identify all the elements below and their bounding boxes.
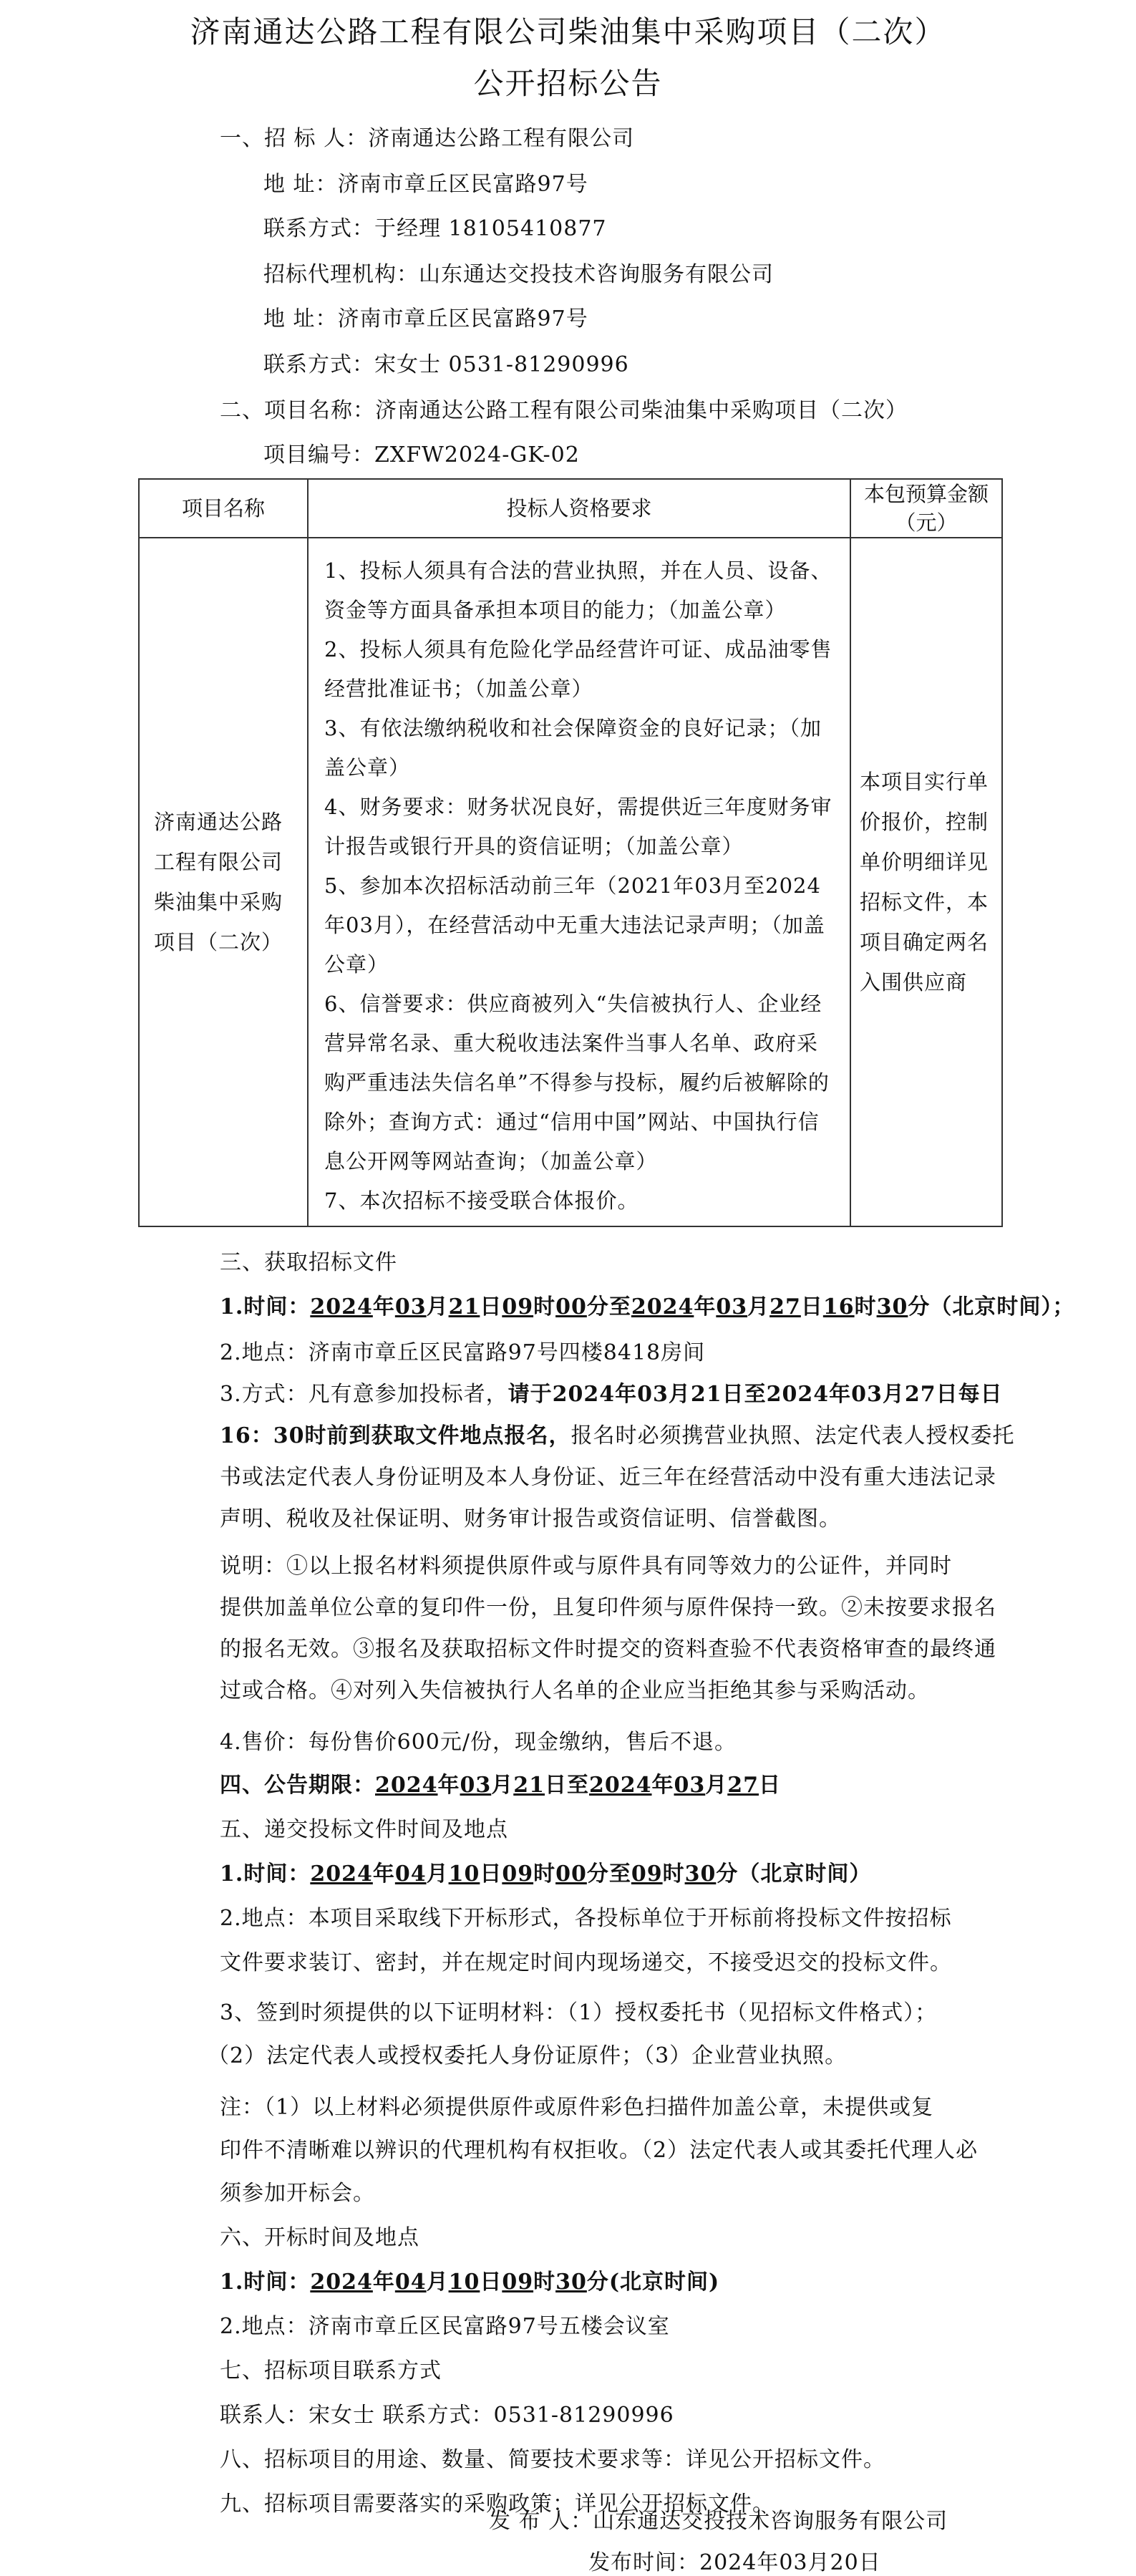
opening-place-line: 2.地点：济南市章丘区民富路97号五楼会议室 bbox=[220, 2314, 670, 2339]
tenderer-address: 地 址：济南市章丘区民富路97号 bbox=[263, 172, 588, 197]
note-line3: 的报名无效。③报名及获取招标文件时提交的资料查验不代表资格审查的最终通 bbox=[220, 1637, 996, 1662]
section3-heading: 三、获取招标文件 bbox=[220, 1250, 397, 1275]
publish-date-line: 发布时间：2024年03月20日 bbox=[588, 2550, 881, 2575]
col-header-requirements: 投标人资格要求 bbox=[308, 479, 850, 538]
section5-heading: 五、递交投标文件时间及地点 bbox=[220, 1817, 508, 1842]
opening-time-line: 1.时间：2024年04月10日09时30分(北京时间) bbox=[220, 2270, 720, 2295]
requirements-cell bbox=[308, 538, 850, 1226]
price-line: 4.售价：每份售价600元/份，现金缴纳，售后不退。 bbox=[220, 1730, 737, 1755]
table-header-row bbox=[139, 479, 1002, 538]
section7-heading: 七、招标项目联系方式 bbox=[220, 2358, 442, 2383]
agency-line: 招标代理机构：山东通达交投技术咨询服务有限公司 bbox=[263, 262, 774, 287]
budget-cell: 本项目实行单价报价，控制单价明细详见招标文件，本项目确定两名入围供应商 bbox=[850, 538, 1002, 1226]
obtain-time-line: 1.时间：2024年03月21日09时00分至2024年03月27日16时30分（北京时间）； bbox=[220, 1294, 1075, 1320]
document-title: 济南通达公路工程有限公司柴油集中采购项目（二次） bbox=[190, 14, 946, 49]
checkin-line1: 3、签到时须提供的以下证明材料：（1）授权委托书（见招标文件格式）； bbox=[220, 2000, 938, 2025]
table-row bbox=[139, 538, 1002, 1226]
obtain-method-line4: 声明、税收及社保证明、财务审计报告或资信证明、信誉截图。 bbox=[220, 1506, 841, 1531]
col-header-project: 项目名称 bbox=[139, 479, 308, 538]
project-number-line: 项目编号：ZXFW2024-GK-02 bbox=[263, 442, 580, 468]
section9-line: 九、招标项目需要落实的采购政策：详见公开招标文件。 bbox=[220, 2492, 775, 2517]
col-header-budget: 本包预算金额（元） bbox=[850, 479, 1002, 538]
requirement-item: 6、信誉要求：供应商被列入“失信被执行人、企业经营异常名录、重大税收违法案件当事人名单、政府采购严重违法失信名单”不得参与投标，履约后被解除的除外；查询方式：通过“信用中国”网站、中国执行信息公开网等网站查询；（加盖公章） bbox=[324, 992, 830, 1173]
submit-note-line1: 注：（1）以上材料必须提供原件或原件彩色扫描件加盖公章，未提供或复 bbox=[220, 2095, 934, 2120]
submit-note-line2: 印件不清晰难以辨识的代理机构有权拒收。（2）法定代表人或其委托代理人必 bbox=[220, 2138, 979, 2163]
section8-line: 八、招标项目的用途、数量、简要技术要求等：详见公开招标文件。 bbox=[220, 2447, 885, 2472]
agency-address: 地 址：济南市章丘区民富路97号 bbox=[263, 306, 588, 331]
submit-place-line1: 2.地点：本项目采取线下开标形式，各投标单位于开标前将投标文件按招标 bbox=[220, 1906, 952, 1931]
obtain-method-line2: 16：30时前到获取文件地点报名，报名时必须携营业执照、法定代表人授权委托 bbox=[220, 1423, 1015, 1448]
tenderer-line: 一、招 标 人：济南通达公路工程有限公司 bbox=[220, 126, 635, 151]
obtain-method-line3: 书或法定代表人身份证明及本人身份证、近三年在经营活动中没有重大违法记录 bbox=[220, 1465, 996, 1490]
requirement-item: 2、投标人须具有危险化学品经营许可证、成品油零售经营批准证书；（加盖公章） bbox=[324, 637, 832, 701]
contact-line: 联系人：宋女士 联系方式：0531-81290996 bbox=[220, 2403, 674, 2428]
notice-period-line: 四、公告期限：2024年03月21日至2024年03月27日 bbox=[220, 1773, 781, 1798]
submit-place-line2: 文件要求装订、密封，并在规定时间内现场递交，不接受迟交的投标文件。 bbox=[220, 1950, 952, 1975]
document-subtitle: 公开招标公告 bbox=[473, 66, 663, 101]
note-line4: 过或合格。④对列入失信被执行人名单的企业应当拒绝其参与采购活动。 bbox=[220, 1678, 930, 1703]
tenderer-contact: 联系方式：于经理 18105410877 bbox=[263, 216, 607, 241]
qualification-table bbox=[138, 478, 1003, 1227]
agency-contact: 联系方式：宋女士 0531-81290996 bbox=[263, 352, 629, 377]
requirement-item: 3、有依法缴纳税收和社会保障资金的良好记录；（加盖公章） bbox=[324, 716, 822, 780]
requirement-item: 5、参加本次招标活动前三年（2021年03月至2024年03月），在经营活动中无重大违法记录声明；（加盖公章） bbox=[324, 873, 825, 977]
obtain-place-line: 2.地点：济南市章丘区民富路97号四楼8418房间 bbox=[220, 1340, 706, 1365]
note-line1: 说明：①以上报名材料须提供原件或与原件具有同等效力的公证件，并同时 bbox=[220, 1554, 952, 1579]
checkin-line2: （2）法定代表人或授权委托人身份证原件；（3）企业营业执照。 bbox=[208, 2043, 848, 2068]
project-name-cell: 济南通达公路工程有限公司柴油集中采购项目（二次） bbox=[139, 538, 308, 1226]
requirement-item: 1、投标人须具有合法的营业执照，并在人员、设备、资金等方面具备承担本项目的能力；（加盖公章） bbox=[324, 558, 832, 622]
project-name-line: 二、项目名称：济南通达公路工程有限公司柴油集中采购项目（二次） bbox=[220, 398, 908, 423]
requirement-item: 4、财务要求：财务状况良好，需提供近三年度财务审计报告或银行开具的资信证明；（加盖公章） bbox=[324, 795, 832, 858]
note-line2: 提供加盖单位公章的复印件一份，且复印件须与原件保持一致。②未按要求报名 bbox=[220, 1595, 996, 1620]
obtain-method-line1: 3.方式：凡有意参加投标者，请于2024年03月21日至2024年03月27日每日 bbox=[220, 1382, 1003, 1407]
requirement-item: 7、本次招标不接受联合体报价。 bbox=[324, 1188, 639, 1213]
submit-time-line: 1.时间：2024年04月10日09时00分至09时30分（北京时间） bbox=[220, 1861, 872, 1887]
submit-note-line3: 须参加开标会。 bbox=[220, 2181, 375, 2206]
section6-heading: 六、开标时间及地点 bbox=[220, 2225, 419, 2250]
publisher-line: 发 布 人：山东通达交投技术咨询服务有限公司 bbox=[489, 2509, 948, 2534]
